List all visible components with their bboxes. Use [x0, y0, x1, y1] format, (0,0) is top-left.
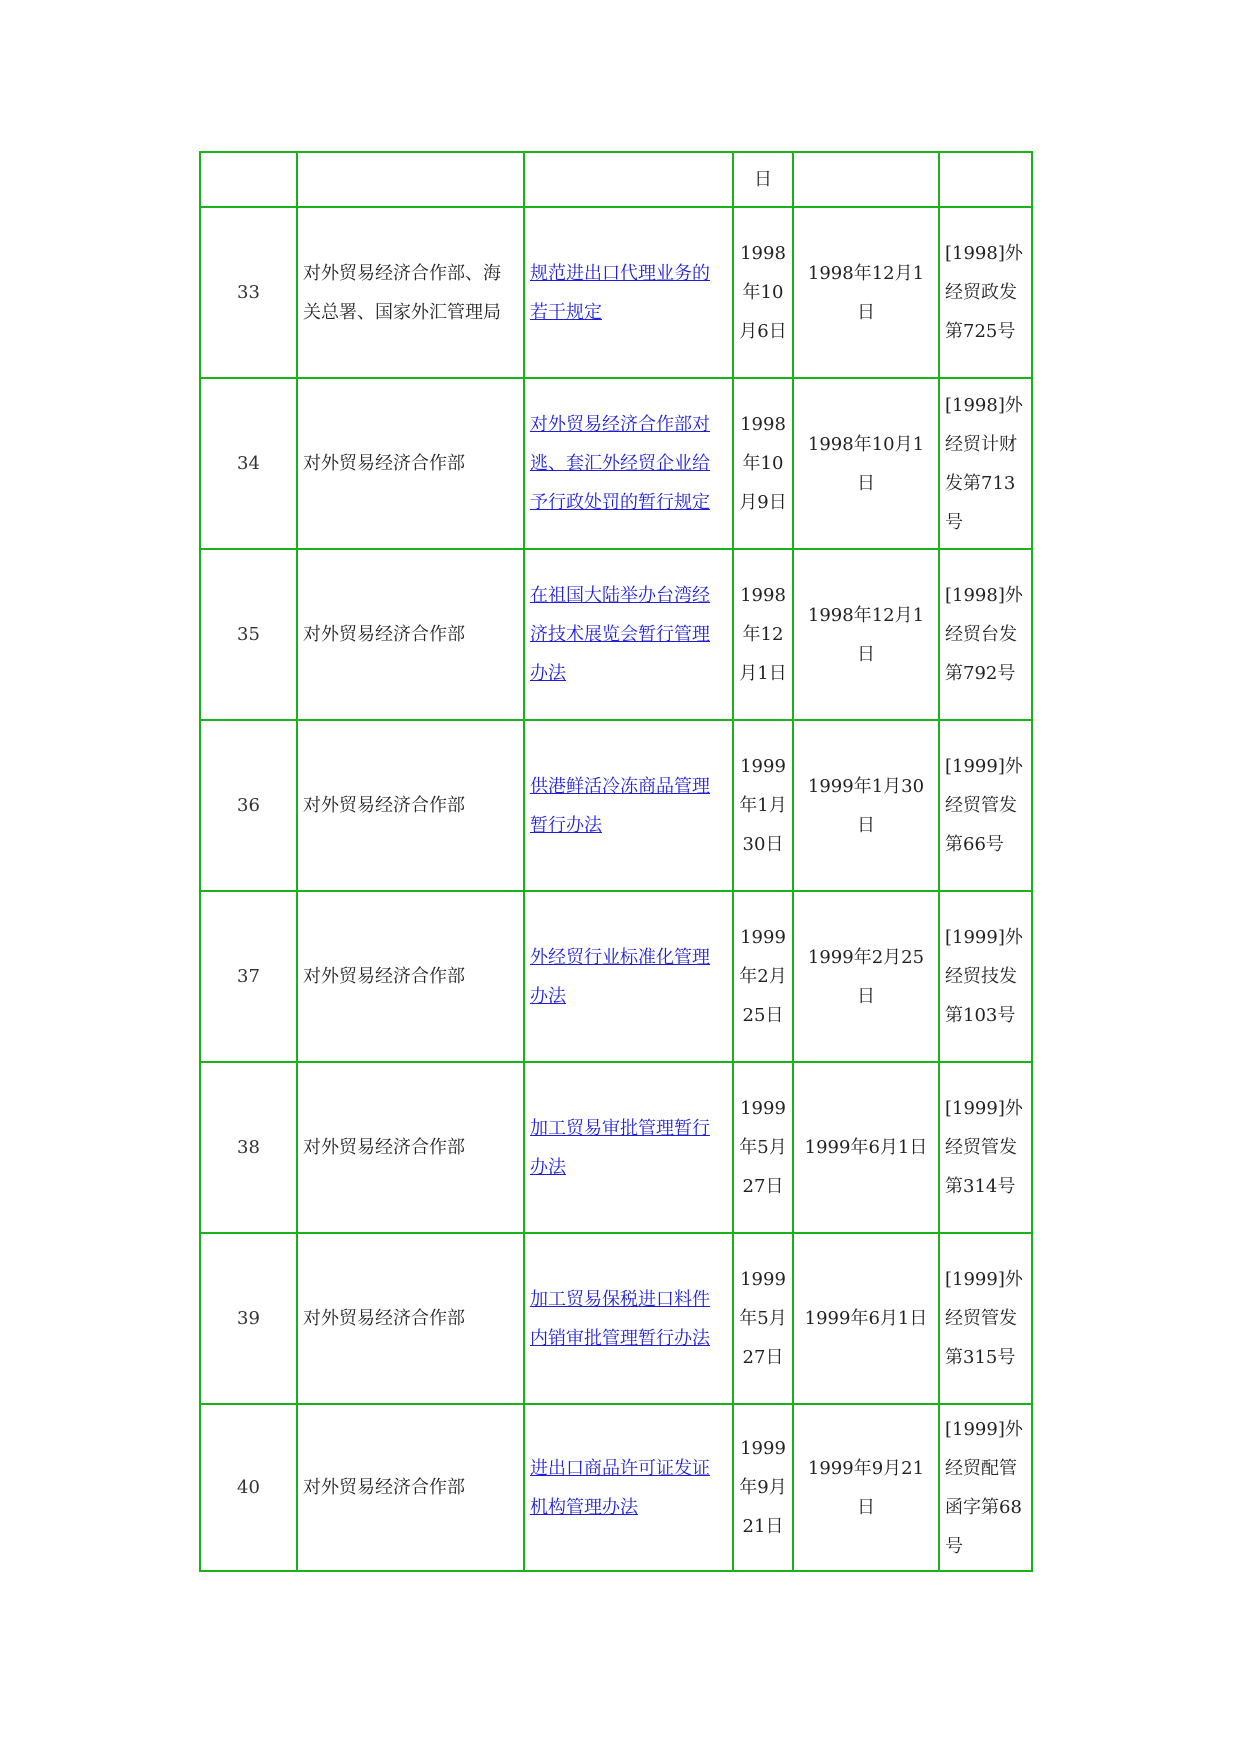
issuing-department: 对外贸易经济合作部 [297, 378, 524, 549]
issuing-department: 对外贸易经济合作部 [297, 549, 524, 720]
title-cell [524, 1062, 733, 1233]
issue-date: 1998年10月6日 [733, 207, 793, 378]
row-number: 36 [200, 720, 297, 891]
issuing-department: 对外贸易经济合作部 [297, 1062, 524, 1233]
title-cell [524, 891, 733, 1062]
effective-date: 1999年2月25日 [793, 891, 939, 1062]
document-number: [1998]外经贸计财发第713号 [939, 378, 1032, 549]
issue-date: 1999年9月21日 [733, 1404, 793, 1571]
issuing-department: 对外贸易经济合作部 [297, 891, 524, 1062]
row-number: 35 [200, 549, 297, 720]
title-cell [524, 152, 733, 207]
regulation-title-link[interactable]: 在祖国大陆举办台湾经济技术展览会暂行管理办法 [530, 585, 710, 684]
regulation-title-link[interactable]: 加工贸易审批管理暂行办法 [530, 1117, 710, 1178]
title-cell [524, 378, 733, 549]
issue-date: 1999年5月27日 [733, 1233, 793, 1404]
document-number: [1999]外经贸管发第315号 [939, 1233, 1032, 1404]
regulation-title-link[interactable]: 对外贸易经济合作部对逃、套汇外经贸企业给予行政处罚的暂行规定 [530, 414, 710, 513]
issue-date: 1998年10月9日 [733, 378, 793, 549]
effective-date: 1999年9月21日 [793, 1404, 939, 1571]
department-cell [297, 152, 524, 207]
number-cell [200, 152, 297, 207]
row-number: 33 [200, 207, 297, 378]
document-number: [1999]外经贸管发第66号 [939, 720, 1032, 891]
issuing-department: 对外贸易经济合作部 [297, 1404, 524, 1571]
issue-date-cell: 日 [733, 152, 793, 207]
table-row [200, 1233, 1032, 1404]
regulation-title-link[interactable]: 加工贸易保税进口料件内销审批管理暂行办法 [530, 1288, 710, 1349]
effective-date: 1999年6月1日 [793, 1233, 939, 1404]
row-number: 40 [200, 1404, 297, 1571]
issuing-department: 对外贸易经济合作部 [297, 720, 524, 891]
table-row [200, 891, 1032, 1062]
regulation-title-link[interactable]: 外经贸行业标准化管理办法 [530, 946, 710, 1007]
document-number: [1999]外经贸管发第314号 [939, 1062, 1032, 1233]
row-number: 38 [200, 1062, 297, 1233]
continuation-row [200, 152, 1032, 207]
effective-date: 1998年12月1日 [793, 549, 939, 720]
regulations-table [199, 151, 1033, 1572]
issue-date: 1999年5月27日 [733, 1062, 793, 1233]
regulation-title-link[interactable]: 规范进出口代理业务的若干规定 [530, 262, 710, 323]
row-number: 34 [200, 378, 297, 549]
issue-date: 1999年1月30日 [733, 720, 793, 891]
document-number-cell [939, 152, 1032, 207]
table-row [200, 1062, 1032, 1233]
table-row [200, 207, 1032, 378]
document-number: [1999]外经贸技发第103号 [939, 891, 1032, 1062]
issue-date: 1999年2月25日 [733, 891, 793, 1062]
table-row [200, 378, 1032, 549]
table-row [200, 1404, 1032, 1571]
issuing-department: 对外贸易经济合作部 [297, 1233, 524, 1404]
effective-date: 1998年12月1日 [793, 207, 939, 378]
document-number: [1998]外经贸台发第792号 [939, 549, 1032, 720]
row-number: 37 [200, 891, 297, 1062]
document-number: [1998]外经贸政发第725号 [939, 207, 1032, 378]
regulation-title-link[interactable]: 供港鲜活冷冻商品管理暂行办法 [530, 775, 710, 836]
effective-date-cell [793, 152, 939, 207]
effective-date: 1999年6月1日 [793, 1062, 939, 1233]
title-cell [524, 1233, 733, 1404]
table-row [200, 549, 1032, 720]
issue-date: 1998年12月1日 [733, 549, 793, 720]
document-number: [1999]外经贸配管函字第68号 [939, 1404, 1032, 1571]
effective-date: 1999年1月30日 [793, 720, 939, 891]
regulation-title-link[interactable]: 进出口商品许可证发证机构管理办法 [530, 1457, 710, 1518]
table-row [200, 720, 1032, 891]
title-cell [524, 1404, 733, 1571]
row-number: 39 [200, 1233, 297, 1404]
issuing-department: 对外贸易经济合作部、海关总署、国家外汇管理局 [297, 207, 524, 378]
title-cell [524, 720, 733, 891]
effective-date: 1998年10月1日 [793, 378, 939, 549]
title-cell [524, 549, 733, 720]
title-cell [524, 207, 733, 378]
